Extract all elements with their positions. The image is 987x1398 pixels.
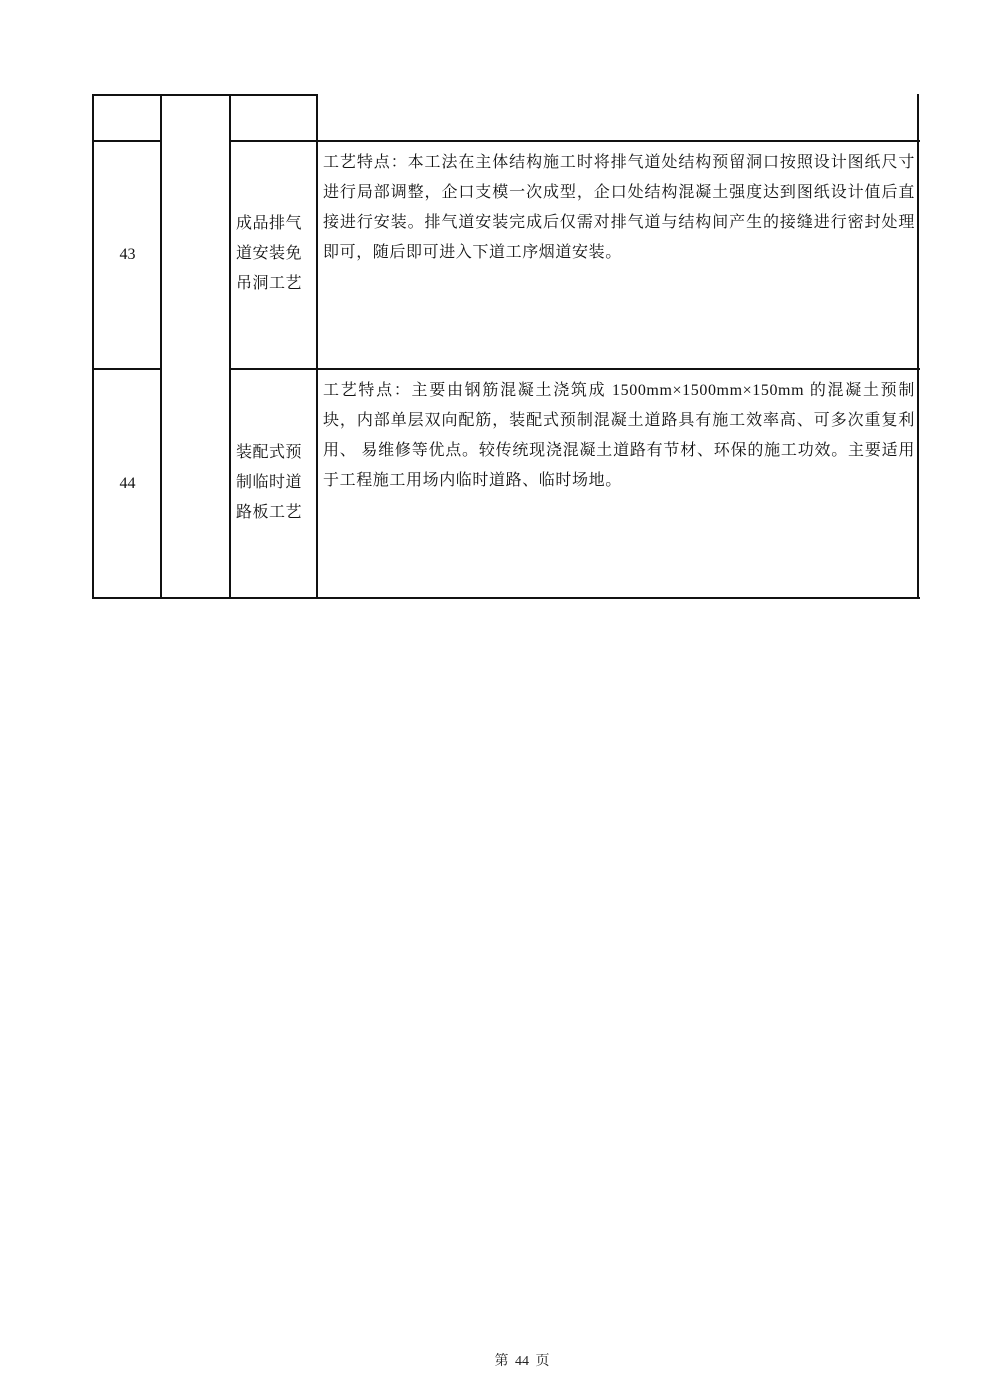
row-divider — [230, 368, 920, 370]
table-border-right — [917, 94, 919, 599]
table-border-top — [92, 94, 318, 96]
page-number: 第 44 页 — [494, 1354, 550, 1369]
process-description: 工艺特点：本工法在主体结构施工时将排气道处结构预留洞口按照设计图纸尺寸进行局部调整，企口支模一次成型，企口处结构混凝土强度达到图纸设计值后直接进行安装。排气道安装完成后仅需对排气道与结构间产生的接缝进行密封处理即可，随后即可进入下道工序烟道安装。 — [323, 154, 915, 261]
row-number: 43 — [119, 246, 136, 263]
row-number: 44 — [119, 475, 136, 492]
row-divider — [92, 140, 162, 142]
row-divider — [230, 140, 920, 142]
process-description: 工艺特点：主要由钢筋混凝土浇筑成 1500mm×1500mm×150mm 的混凝土预制块，内部单层双向配筋，装配式预制混凝土道路具有施工效率高、可多次重复利用、 易维修等优点。较传统现浇混凝土道路有节材、环保的施工功效。主要适用于工程施工用场内临时道路、临时场地。 — [323, 382, 915, 489]
column-divider — [92, 94, 94, 599]
column-divider — [229, 94, 231, 599]
row-divider — [92, 368, 162, 370]
process-name: 成品排气道安装免吊洞工艺 — [236, 215, 303, 292]
table-border-bottom — [92, 597, 920, 599]
process-name: 装配式预制临时道路板工艺 — [236, 444, 303, 521]
column-divider — [316, 94, 318, 599]
column-divider — [160, 94, 162, 599]
